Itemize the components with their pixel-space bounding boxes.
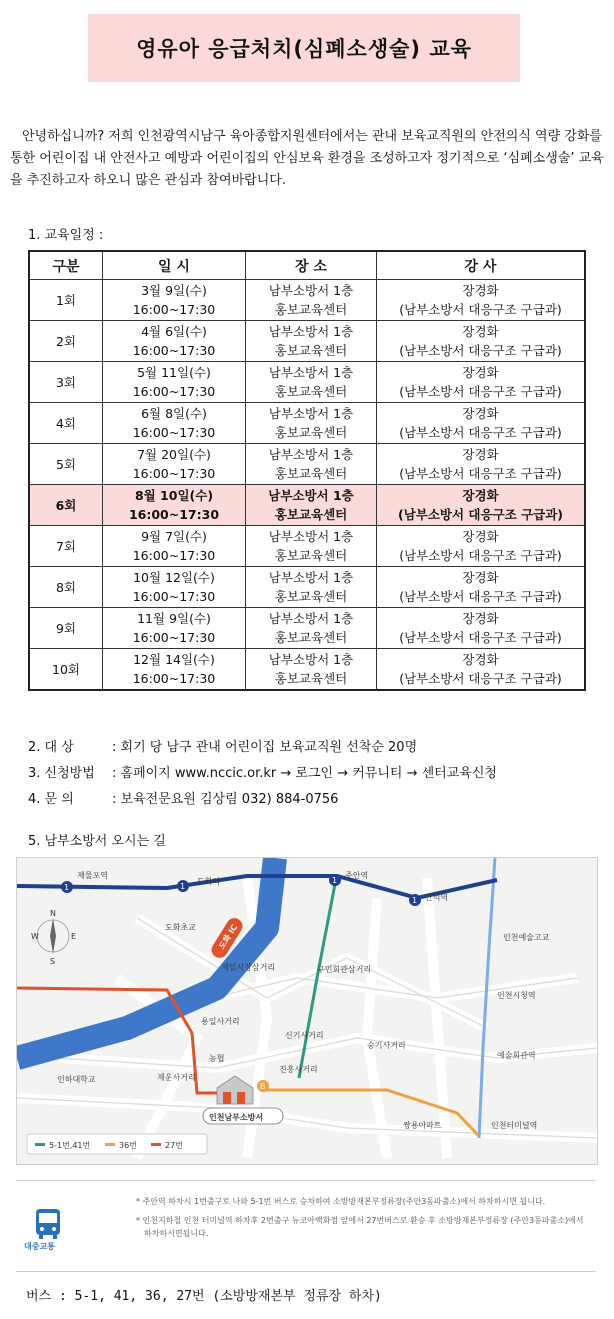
cell-datetime: 12월 14일(수) 16:00~17:30 — [103, 649, 246, 691]
cell-instructor: 장경화 (남부소방서 대응구조 구급과) — [377, 485, 586, 526]
cell-place: 남부소방서 1층 홍보교육센터 — [246, 362, 377, 403]
table-row — [29, 649, 585, 691]
legend-item-36: 36번 — [119, 1141, 137, 1150]
map-label-station: 인천남부소방서 — [209, 1113, 264, 1122]
svg-text:B: B — [260, 1082, 266, 1091]
cell-place: 남부소방서 1층 홍보교육센터 — [246, 403, 377, 444]
map-label-singi: 신기사거리 — [285, 1031, 324, 1040]
cell-instructor: 장경화 (남부소방서 대응구조 구급과) — [377, 403, 586, 444]
cell-place: 남부소방서 1층 홍보교육센터 — [246, 567, 377, 608]
cell-datetime: 9월 7일(수) 16:00~17:30 — [103, 526, 246, 567]
cell-place: 남부소방서 1층 홍보교육센터 — [246, 608, 377, 649]
cell-instructor: 장경화 (남부소방서 대응구조 구급과) — [377, 444, 586, 485]
transit-notes — [136, 1195, 590, 1246]
table-row — [29, 403, 585, 444]
map-label-cityhall: 인천시청역 — [497, 991, 536, 1000]
svg-text:W: W — [31, 932, 39, 941]
cell-session: 2회 — [29, 321, 103, 362]
transit-note-2: * 인천지하철 인천 터미널역 하차후 2번출구 뉴코아백화점 앞에서 27번버스로 환승 후 소방방재본부정류장 (주안3동파출소)에서 하차하시면됩니다. — [136, 1216, 584, 1238]
svg-text:1: 1 — [332, 876, 338, 885]
legend-item-27: 27번 — [165, 1141, 183, 1150]
map-label-yongil: 용일사거리 — [201, 1017, 240, 1026]
cell-session: 7회 — [29, 526, 103, 567]
public-transit-section — [16, 1180, 596, 1272]
directions-heading: 5. 남부소방서 오시는 길 — [28, 834, 166, 849]
cell-datetime: 5월 11일(수) 16:00~17:30 — [103, 362, 246, 403]
page-title: 영유아 응급처치(심폐소생술) 교육 — [88, 14, 520, 82]
target-label: 2. 대 상 — [28, 740, 74, 755]
cell-datetime: 8월 10일(수) 16:00~17:30 — [103, 485, 246, 526]
cell-place: 남부소방서 1층 홍보교육센터 — [246, 444, 377, 485]
col-header-no: 구분 — [29, 251, 103, 280]
map-label-terminal: 인천터미널역 — [491, 1121, 538, 1130]
transit-note-1: * 주안역 하차시 1번출구로 나와 5-1번 버스로 승차하여 소방방재본부정류장(주안3동파출소)에서 하차하시면 됩니다. — [136, 1197, 546, 1206]
cell-place: 남부소방서 1층 홍보교육센터 — [246, 280, 377, 321]
apply-value: : 홈페이지 www.nccic.or.kr → 로그인 → 커뮤니티 → 센터교육신청 — [112, 766, 497, 781]
cell-place: 남부소방서 1층 홍보교육센터 — [246, 526, 377, 567]
map-label-jemulpo: 제물포역 — [77, 871, 108, 880]
bus-icon — [34, 1207, 62, 1241]
target-line — [28, 736, 417, 755]
schedule-heading: 1. 교육일정 : — [28, 228, 104, 243]
cell-instructor: 장경화 (남부소방서 대응구조 구급과) — [377, 608, 586, 649]
svg-text:1: 1 — [180, 882, 186, 891]
contact-value: : 보육전문요원 김상림 032) 884-0756 — [112, 792, 339, 807]
table-row — [29, 444, 585, 485]
transit-label: 대중교통 — [24, 1242, 55, 1251]
cell-datetime: 7월 20일(수) 16:00~17:30 — [103, 444, 246, 485]
contact-line — [28, 788, 338, 807]
line1-badge: 1 — [64, 883, 70, 892]
svg-text:도화 IC: 도화 IC — [217, 923, 240, 951]
intro-paragraph: 안녕하십니까? 저희 인천광역시남구 육아종합지원센터에서는 관내 보육교직원의 안전의식 역량 강화를 통한 어린이집 내 안전사고 예방과 어린이집의 안심보육 환경을 조성하고자 정기적으로 ‘심폐소생술’ 교육을 추진하고자 하오니 많은 관심과 참여바랍니다. — [10, 129, 604, 188]
map-label-jeun: 제운사거리 — [157, 1073, 196, 1082]
table-row — [29, 485, 585, 526]
map-label-gumin: 구민회관삼거리 — [317, 965, 372, 974]
map-label-jinheung: 진흥사거리 — [279, 1065, 318, 1074]
cell-place: 남부소방서 1층 홍보교육센터 — [246, 649, 377, 691]
cell-session: 1회 — [29, 280, 103, 321]
apply-line — [28, 762, 497, 781]
map-label-artcenter: 예술회관역 — [497, 1051, 536, 1060]
map-label-dohwa-cho: 도화초교 — [165, 923, 196, 932]
map-legend — [27, 1134, 207, 1154]
map-label-ssangyong: 쌍용아파트 — [403, 1121, 442, 1130]
cell-instructor: 장경화 (남부소방서 대응구조 구급과) — [377, 567, 586, 608]
cell-datetime: 11월 9일(수) 16:00~17:30 — [103, 608, 246, 649]
bus-footer: 버스 : 5-1, 41, 36, 27번 (소방방재본부 정류장 하차) — [26, 1289, 382, 1304]
cell-session: 4회 — [29, 403, 103, 444]
schedule-table — [28, 250, 586, 691]
contact-label: 4. 문 의 — [28, 792, 74, 807]
table-row — [29, 608, 585, 649]
table-row — [29, 567, 585, 608]
map-label-jeil: 제일시장삼거리 — [221, 963, 276, 972]
cell-session: 3회 — [29, 362, 103, 403]
apply-label: 3. 신청방법 — [28, 766, 95, 781]
col-header-instructor: 강 사 — [377, 251, 586, 280]
cell-datetime: 4월 6일(수) 16:00~17:30 — [103, 321, 246, 362]
map-label-arts-hs: 인천예술고교 — [503, 933, 550, 942]
svg-text:N: N — [50, 909, 56, 918]
svg-text:E: E — [71, 932, 77, 941]
cell-datetime: 6월 8일(수) 16:00~17:30 — [103, 403, 246, 444]
cell-session: 6회 — [29, 485, 103, 526]
table-row — [29, 280, 585, 321]
table-row — [29, 321, 585, 362]
cell-session: 10회 — [29, 649, 103, 691]
cell-session: 8회 — [29, 567, 103, 608]
svg-text:S: S — [50, 957, 56, 966]
col-header-date: 일 시 — [103, 251, 246, 280]
map-label-gansok: 간석역 — [425, 893, 449, 902]
map-label-juan: 주안역 — [345, 871, 369, 880]
col-header-place: 장 소 — [246, 251, 377, 280]
cell-session: 9회 — [29, 608, 103, 649]
target-value: : 회기 당 남구 관내 어린이집 보육교직원 선착순 20명 — [112, 740, 418, 755]
cell-instructor: 장경화 (남부소방서 대응구조 구급과) — [377, 321, 586, 362]
map-label-dohwa: 도화역 — [197, 877, 221, 886]
cell-datetime: 10월 12일(수) 16:00~17:30 — [103, 567, 246, 608]
map-label-nonghyup: 농협 — [209, 1054, 225, 1063]
table-row — [29, 362, 585, 403]
cell-datetime: 3월 9일(수) 16:00~17:30 — [103, 280, 246, 321]
directions-map — [16, 857, 598, 1165]
map-label-inha: 인하대학교 — [57, 1075, 96, 1084]
map-label-sunggi: 숭기사거리 — [367, 1041, 406, 1050]
cell-instructor: 장경화 (남부소방서 대응구조 구급과) — [377, 280, 586, 321]
table-header-row — [29, 251, 585, 280]
cell-place: 남부소방서 1층 홍보교육센터 — [246, 321, 377, 362]
svg-text:1: 1 — [412, 896, 418, 905]
cell-instructor: 장경화 (남부소방서 대응구조 구급과) — [377, 362, 586, 403]
table-row — [29, 526, 585, 567]
cell-instructor: 장경화 (남부소방서 대응구조 구급과) — [377, 649, 586, 691]
map-graphic — [17, 858, 597, 1164]
legend-item-5-1: 5-1번,41번 — [49, 1141, 91, 1150]
cell-place: 남부소방서 1층 홍보교육센터 — [246, 485, 377, 526]
cell-instructor: 장경화 (남부소방서 대응구조 구급과) — [377, 526, 586, 567]
cell-session: 5회 — [29, 444, 103, 485]
